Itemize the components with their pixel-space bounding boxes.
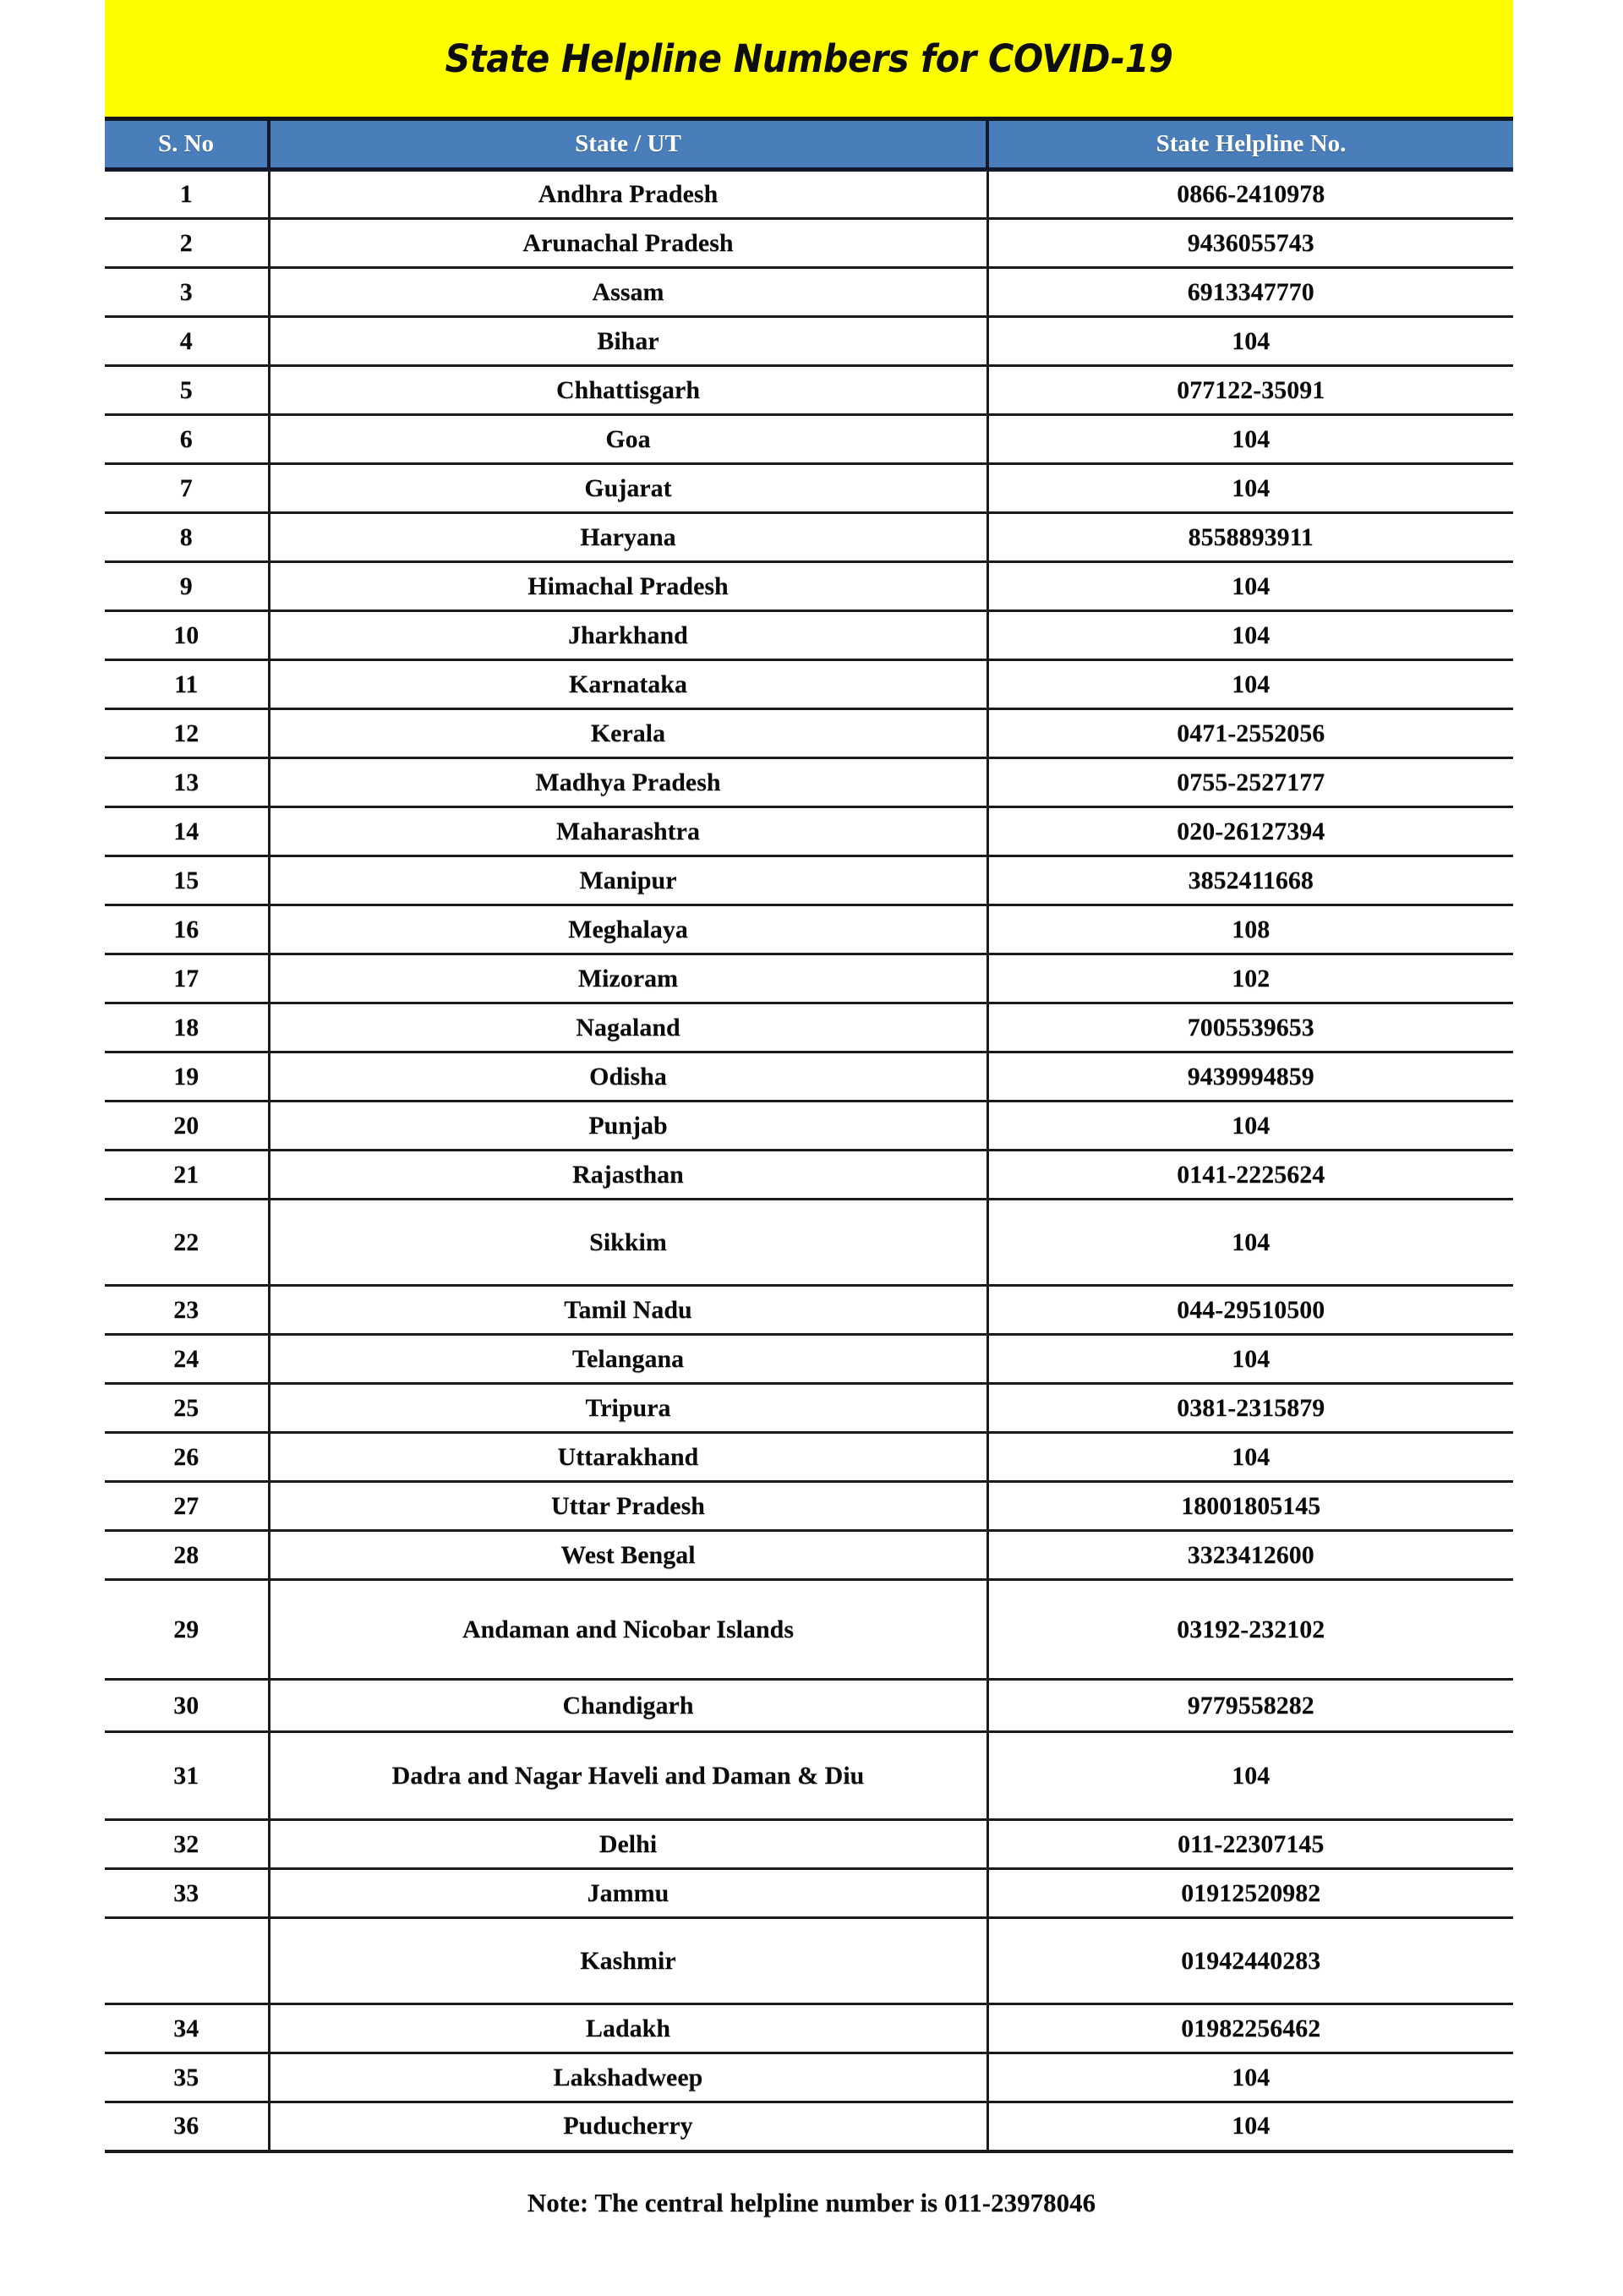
- cell-sno: 2: [105, 219, 269, 268]
- cell-sno: 21: [105, 1151, 269, 1200]
- cell-helpline-number: 8558893911: [987, 513, 1513, 562]
- cell-helpline-number: 104: [987, 1200, 1513, 1286]
- table-row: [105, 317, 1513, 366]
- table-row: [105, 807, 1513, 856]
- cell-state: Bihar: [269, 317, 987, 366]
- cell-sno: 14: [105, 807, 269, 856]
- table-row: [105, 905, 1513, 954]
- column-header-state: State / UT: [269, 121, 987, 170]
- cell-sno: 30: [105, 1680, 269, 1732]
- cell-sno: 4: [105, 317, 269, 366]
- cell-helpline-number: 104: [987, 2053, 1513, 2102]
- table-row: [105, 660, 1513, 709]
- cell-sno: 29: [105, 1580, 269, 1680]
- table-row: [105, 170, 1513, 219]
- cell-helpline-number: 102: [987, 954, 1513, 1003]
- cell-state: Telangana: [269, 1335, 987, 1384]
- cell-state: Chhattisgarh: [269, 366, 987, 415]
- cell-helpline-number: 01942440283: [987, 1918, 1513, 2004]
- table-row: [105, 1482, 1513, 1531]
- cell-helpline-number: 9436055743: [987, 219, 1513, 268]
- cell-sno: 7: [105, 464, 269, 513]
- table-row: [105, 464, 1513, 513]
- cell-state: Sikkim: [269, 1200, 987, 1286]
- cell-state: Tripura: [269, 1384, 987, 1433]
- table-row: [105, 1384, 1513, 1433]
- cell-state: Rajasthan: [269, 1151, 987, 1200]
- cell-state: Tamil Nadu: [269, 1286, 987, 1335]
- title-banner: [105, 0, 1513, 121]
- cell-sno: 34: [105, 2004, 269, 2053]
- cell-sno: 19: [105, 1052, 269, 1102]
- page-title: State Helpline Numbers for COVID-19: [445, 36, 1173, 81]
- table-row: [105, 2004, 1513, 2053]
- table-row: [105, 611, 1513, 660]
- table-row: [105, 366, 1513, 415]
- cell-sno: 6: [105, 415, 269, 464]
- cell-state: Chandigarh: [269, 1680, 987, 1732]
- cell-sno: 17: [105, 954, 269, 1003]
- table-row: [105, 1820, 1513, 1869]
- cell-sno: 27: [105, 1482, 269, 1531]
- table-row: [105, 562, 1513, 611]
- cell-helpline-number: 9439994859: [987, 1052, 1513, 1102]
- cell-sno: 33: [105, 1869, 269, 1918]
- cell-helpline-number: 3852411668: [987, 856, 1513, 905]
- cell-helpline-number: 104: [987, 660, 1513, 709]
- cell-helpline-number: 104: [987, 1335, 1513, 1384]
- cell-sno: 32: [105, 1820, 269, 1869]
- cell-sno: 16: [105, 905, 269, 954]
- cell-state: Puducherry: [269, 2102, 987, 2151]
- cell-helpline-number: 077122-35091: [987, 366, 1513, 415]
- cell-helpline-number: 011-22307145: [987, 1820, 1513, 1869]
- cell-state: Andhra Pradesh: [269, 170, 987, 219]
- cell-state: Assam: [269, 268, 987, 317]
- table-row: [105, 1286, 1513, 1335]
- state-helpline-table: [105, 121, 1513, 2153]
- table-row: [105, 2102, 1513, 2151]
- table-row: [105, 1200, 1513, 1286]
- cell-sno: 1: [105, 170, 269, 219]
- cell-state: Uttarakhand: [269, 1433, 987, 1482]
- cell-helpline-number: 104: [987, 562, 1513, 611]
- cell-state: Madhya Pradesh: [269, 758, 987, 807]
- cell-helpline-number: 0866-2410978: [987, 170, 1513, 219]
- cell-sno: 3: [105, 268, 269, 317]
- cell-sno: 22: [105, 1200, 269, 1286]
- cell-sno: 5: [105, 366, 269, 415]
- cell-helpline-number: 01912520982: [987, 1869, 1513, 1918]
- central-helpline-note: Note: The central helpline number is 011-23978046: [527, 2188, 1096, 2217]
- cell-helpline-number: 108: [987, 905, 1513, 954]
- table-row: [105, 1580, 1513, 1680]
- table-body: [105, 170, 1513, 2151]
- cell-helpline-number: 0755-2527177: [987, 758, 1513, 807]
- table-row: [105, 758, 1513, 807]
- cell-helpline-number: 104: [987, 415, 1513, 464]
- cell-state: Dadra and Nagar Haveli and Daman & Diu: [269, 1732, 987, 1820]
- cell-helpline-number: 104: [987, 317, 1513, 366]
- table-row: [105, 1680, 1513, 1732]
- cell-helpline-number: 104: [987, 1102, 1513, 1151]
- cell-state: Mizoram: [269, 954, 987, 1003]
- cell-state: Punjab: [269, 1102, 987, 1151]
- cell-sno: 25: [105, 1384, 269, 1433]
- cell-helpline-number: 18001805145: [987, 1482, 1513, 1531]
- cell-sno: 36: [105, 2102, 269, 2151]
- cell-sno: 18: [105, 1003, 269, 1052]
- cell-helpline-number: 3323412600: [987, 1531, 1513, 1580]
- cell-helpline-number: 0471-2552056: [987, 709, 1513, 758]
- table-header-row: [105, 121, 1513, 170]
- cell-helpline-number: 0141-2225624: [987, 1151, 1513, 1200]
- cell-helpline-number: 104: [987, 611, 1513, 660]
- cell-state: Kashmir: [269, 1918, 987, 2004]
- table-row: [105, 1003, 1513, 1052]
- cell-state: Ladakh: [269, 2004, 987, 2053]
- table-row: [105, 415, 1513, 464]
- cell-state: Meghalaya: [269, 905, 987, 954]
- table-row: [105, 709, 1513, 758]
- cell-sno: 15: [105, 856, 269, 905]
- cell-state: Jammu: [269, 1869, 987, 1918]
- table-row: [105, 1918, 1513, 2004]
- cell-state: Maharashtra: [269, 807, 987, 856]
- table-row: [105, 1151, 1513, 1200]
- cell-sno: 12: [105, 709, 269, 758]
- cell-sno: 9: [105, 562, 269, 611]
- cell-state: Himachal Pradesh: [269, 562, 987, 611]
- cell-state: Nagaland: [269, 1003, 987, 1052]
- cell-state: Uttar Pradesh: [269, 1482, 987, 1531]
- cell-helpline-number: 01982256462: [987, 2004, 1513, 2053]
- table-row: [105, 1531, 1513, 1580]
- table-row: [105, 1732, 1513, 1820]
- table-row: [105, 856, 1513, 905]
- cell-sno: 31: [105, 1732, 269, 1820]
- cell-sno: 10: [105, 611, 269, 660]
- cell-helpline-number: 020-26127394: [987, 807, 1513, 856]
- table-row: [105, 219, 1513, 268]
- table-row: [105, 1869, 1513, 1918]
- cell-state: West Bengal: [269, 1531, 987, 1580]
- cell-state: Goa: [269, 415, 987, 464]
- table-header: [105, 121, 1513, 170]
- cell-state: Haryana: [269, 513, 987, 562]
- cell-state: Andaman and Nicobar Islands: [269, 1580, 987, 1680]
- cell-helpline-number: 6913347770: [987, 268, 1513, 317]
- cell-state: Jharkhand: [269, 611, 987, 660]
- cell-state: Arunachal Pradesh: [269, 219, 987, 268]
- cell-helpline-number: 104: [987, 1732, 1513, 1820]
- cell-helpline-number: 044-29510500: [987, 1286, 1513, 1335]
- cell-sno: 13: [105, 758, 269, 807]
- table-row: [105, 1102, 1513, 1151]
- table-row: [105, 2053, 1513, 2102]
- cell-helpline-number: 03192-232102: [987, 1580, 1513, 1680]
- cell-helpline-number: 104: [987, 1433, 1513, 1482]
- cell-state: Delhi: [269, 1820, 987, 1869]
- cell-sno: 24: [105, 1335, 269, 1384]
- table-row: [105, 1335, 1513, 1384]
- helpline-sheet: [105, 0, 1513, 2153]
- cell-helpline-number: 104: [987, 464, 1513, 513]
- cell-sno: [105, 1918, 269, 2004]
- cell-state: Gujarat: [269, 464, 987, 513]
- cell-sno: 8: [105, 513, 269, 562]
- cell-helpline-number: 7005539653: [987, 1003, 1513, 1052]
- cell-sno: 20: [105, 1102, 269, 1151]
- column-header-sno: S. No: [105, 121, 269, 170]
- cell-sno: 11: [105, 660, 269, 709]
- cell-helpline-number: 0381-2315879: [987, 1384, 1513, 1433]
- cell-sno: 28: [105, 1531, 269, 1580]
- cell-helpline-number: 9779558282: [987, 1680, 1513, 1732]
- cell-sno: 26: [105, 1433, 269, 1482]
- cell-state: Karnataka: [269, 660, 987, 709]
- table-row: [105, 513, 1513, 562]
- cell-sno: 23: [105, 1286, 269, 1335]
- cell-state: Lakshadweep: [269, 2053, 987, 2102]
- cell-sno: 35: [105, 2053, 269, 2102]
- table-row: [105, 954, 1513, 1003]
- table-row: [105, 268, 1513, 317]
- cell-state: Odisha: [269, 1052, 987, 1102]
- cell-state: Manipur: [269, 856, 987, 905]
- cell-state: Kerala: [269, 709, 987, 758]
- cell-helpline-number: 104: [987, 2102, 1513, 2151]
- table-row: [105, 1052, 1513, 1102]
- table-row: [105, 1433, 1513, 1482]
- column-header-helpline: State Helpline No.: [987, 121, 1513, 170]
